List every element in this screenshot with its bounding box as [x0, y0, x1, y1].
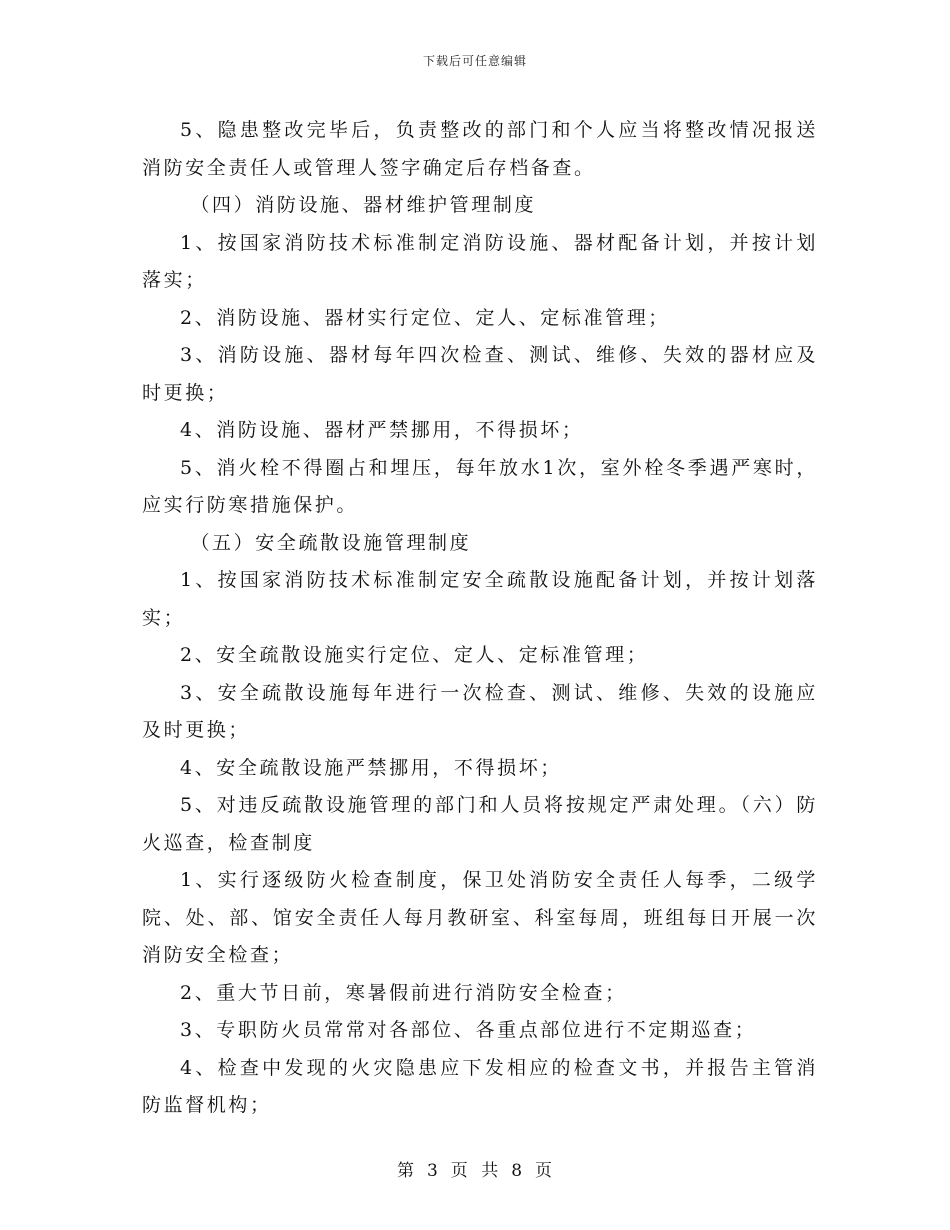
paragraph: 4、消防设施、器材严禁挪用，不得损坏；: [180, 419, 584, 441]
paragraph: 5、隐患整改完毕后，负责整改的部门和个人应当将整改情况报送消防安全责任人或管理人签字确定后存档备查。: [142, 119, 818, 179]
paragraph: 3、专职防火员常常对各部位、各重点部位进行不定期巡查；: [180, 1019, 757, 1041]
page-header: 下载后可任意编辑: [422, 54, 527, 68]
paragraph: 4、检查中发现的火灾隐患应下发相应的检查文书，并报告主管消防监督机构；: [142, 1056, 818, 1116]
current-page-number: 3: [426, 1161, 439, 1181]
paragraph: 2、安全疏散设施实行定位、定人、定标准管理；: [180, 644, 649, 666]
paragraph: 3、安全疏散设施每年进行一次检查、测试、维修、失效的设施应及时更换；: [142, 681, 818, 741]
paragraph: 4、安全疏散设施严禁挪用，不得损坏；: [180, 756, 562, 779]
footer-label-page: 第: [396, 1161, 415, 1181]
document-body: [142, 112, 818, 1125]
paragraph: 1、按国家消防技术标准制定安全疏散设施配备计划，并按计划落实；: [142, 569, 818, 629]
footer-label-end: 页: [535, 1161, 554, 1181]
paragraph: 2、消防设施、器材实行定位、定人、定标准管理；: [180, 306, 670, 329]
paragraph: 3、消防设施、器材每年四次检查、测试、维修、失效的器材应及时更换；: [142, 344, 818, 404]
section-heading: （四）消防设施、器材维护管理制度: [190, 194, 537, 216]
total-pages-number: 8: [511, 1161, 524, 1181]
footer-label-of: 页 共: [450, 1161, 500, 1181]
paragraph: 1、实行逐级防火检查制度，保卫处消防安全责任人每季，二级学院、处、部、馆安全责任人每月教研室、科室每周，班组每日开展一次消防安全检查；: [142, 869, 818, 966]
paragraph: 5、消火栓不得圈占和埋压，每年放水1次，室外栓冬季遇严寒时，应实行防寒措施保护。: [142, 456, 818, 516]
paragraph: 5、对违反疏散设施管理的部门和人员将按规定严肃处理。（六）防火巡查，检查制度: [142, 794, 818, 854]
section-heading: （五）安全疏散设施管理制度: [190, 531, 472, 554]
page-footer: [0, 1156, 950, 1181]
paragraph: 1、按国家消防技术标准制定消防设施、器材配备计划，并按计划落实；: [142, 231, 818, 291]
paragraph: 2、重大节日前，寒暑假前进行消防安全检查；: [180, 981, 627, 1004]
